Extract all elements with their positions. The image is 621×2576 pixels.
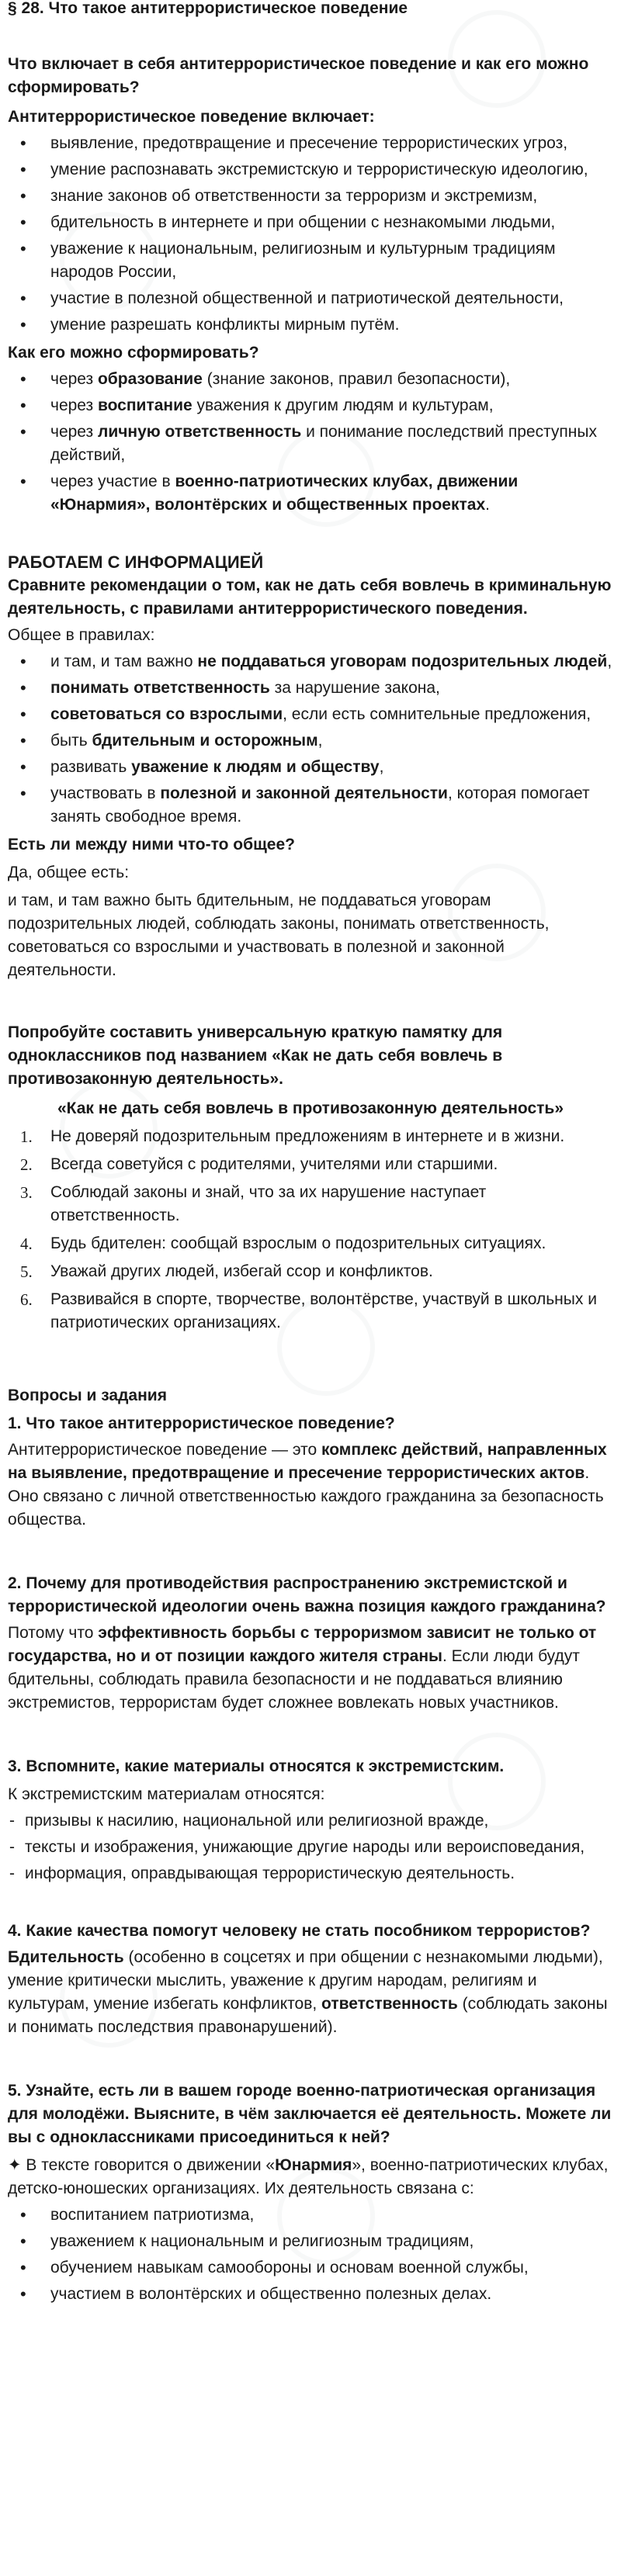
list-item: • через образование (знание законов, правил безопасности),	[8, 368, 613, 391]
common-label: Общее в правилах:	[8, 626, 155, 644]
question-1: 1. Что такое антитеррористическое поведение?	[8, 1414, 395, 1432]
answer-5-list	[8, 2204, 613, 2306]
questions-heading: Вопросы и задания	[8, 1387, 167, 1404]
answer-1: Антитеррористическое поведение — это комплекс действий, направленных на выявление, предотвращение и пресечение террористических актов. Оно связано с личной ответственностью каждого гражданина за безопасность общества.	[8, 1441, 607, 1529]
question-4: 4. Какие качества помогут человеку не стать пособником террористов?	[8, 1922, 591, 1940]
page-title: § 28. Что такое антитеррористическое поведение	[8, 0, 408, 17]
answer-5: ✦ В тексте говорится о движении «Юнармия», военно-патриотических клубах, детско-юношеских организациях. Их деятельность связана с:	[8, 2156, 609, 2197]
answer-3-list	[8, 1809, 613, 1885]
list-item: • выявление, предотвращение и пресечение террористических угроз,	[8, 132, 613, 155]
list-item: • умение распознавать экстремистскую и террористическую идеологию,	[8, 158, 613, 182]
form-list	[8, 368, 613, 517]
list-item: • воспитанием патриотизма,	[8, 2204, 613, 2227]
list-item: • быть бдительным и осторожным,	[8, 729, 613, 753]
form-label: Как его можно сформировать?	[8, 344, 259, 362]
memo-list	[8, 1125, 613, 1335]
memo-item: 5. Уважай других людей, избегай ссор и конфликтов.	[20, 1262, 433, 1281]
question-2: 2. Почему для противодействия распространению экстремистской и террористической идеологии очень важна позиция каждого гражданина?	[8, 1574, 606, 1615]
list-item: • участием в волонтёрских и общественно полезных делах.	[8, 2283, 613, 2306]
includes-label: Антитеррористическое поведение включает:	[8, 108, 375, 126]
info-heading: РАБОТАЕМ С ИНФОРМАЦИЕЙ	[8, 552, 264, 572]
list-item: • уважение к национальным, религиозным и культурным традициям народов России,	[8, 237, 613, 284]
list-item: • через воспитание уважения к другим людям и культурам,	[8, 394, 613, 417]
list-item: • участие в полезной общественной и патриотической деятельности,	[8, 287, 613, 310]
answer-2: Потому что эффективность борьбы с терроризмом зависит не только от государства, но и от позиции каждого жителя страны. Если люди будут бдительны, соблюдать правила безопасности и не поддаваться влиянию экстремистов, террористам будет сложнее вовлекать новых участников.	[8, 1624, 597, 1712]
common-list	[8, 650, 613, 829]
info-task: Сравните рекомендации о том, как не дать себя вовлечь в криминальную деятельность, с правилами антитеррористического поведения.	[8, 576, 612, 618]
list-item: - информация, оправдывающая террористическую деятельность.	[8, 1862, 613, 1885]
memo-item: 4. Будь бдителен: сообщай взрослым о подозрительных ситуациях.	[20, 1234, 546, 1253]
list-item: - призывы к насилию, национальной или религиозной вражде,	[8, 1809, 613, 1833]
list-item: • бдительность в интернете и при общении с незнакомыми людьми,	[8, 211, 613, 234]
includes-list	[8, 132, 613, 337]
memo-item: 2. Всегда советуйся с родителями, учителями или старшими.	[20, 1155, 498, 1174]
list-item: - тексты и изображения, унижающие другие народы или вероисповедания,	[8, 1836, 613, 1859]
memo-item: 3. Соблюдай законы и знай, что за их нарушение наступает ответственность.	[20, 1183, 487, 1224]
info-answer: и там, и там важно быть бдительным, не поддаваться уговорам подозрительных людей, соблюдать законы, понимать ответственность, советоваться со взрослыми и участвовать в полезной и законной деятельности.	[8, 892, 550, 979]
question-5: 5. Узнайте, есть ли в вашем городе военно-патриотическая организация для молодёжи. Выясните, в чём заключается её деятельность. Можете ли вы с одноклассниками присоединиться к ней?	[8, 2082, 612, 2146]
list-item: • участвовать в полезной и законной деятельности, которая помогает занять свободное время.	[8, 782, 613, 829]
info-question: Есть ли между ними что-то общее?	[8, 836, 295, 853]
answer-4: Бдительность (особенно в соцсетях и при общении с незнакомыми людьми), умение критически мыслить, уважение к другим народам, религиям и культурам, умение избегать конфликтов, ответственность (соблюдать законы и понимать последствия правонарушений).	[8, 1948, 608, 2036]
list-item: • понимать ответственность за нарушение закона,	[8, 677, 613, 700]
list-item: • и там, и там важно не поддаваться уговорам подозрительных людей,	[8, 650, 613, 673]
memo-item: 1. Не доверяй подозрительным предложениям в интернете и в жизни.	[20, 1127, 565, 1146]
memo-title: «Как не дать себя вовлечь в противозаконную деятельность»	[57, 1099, 564, 1117]
list-item: • через участие в военно-патриотических клубах, движении «Юнармия», волонтёрских и общественных проектах.	[8, 470, 613, 517]
memo-item: 6. Развивайся в спорте, творчестве, волонтёрстве, участвуй в школьных и патриотических организациях.	[20, 1290, 597, 1331]
list-item: • обучением навыкам самообороны и основам военной службы,	[8, 2256, 613, 2280]
memo-task: Попробуйте составить универсальную краткую памятку для одноклассников под названием «Как не дать себя вовлечь в противозаконную деятельность».	[8, 1023, 503, 1088]
list-item: • знание законов об ответственности за терроризм и экстремизм,	[8, 185, 613, 208]
list-item: • развивать уважение к людям и обществу,	[8, 756, 613, 779]
list-item: • через личную ответственность и понимание последствий преступных действий,	[8, 421, 613, 467]
intro-question: Что включает в себя антитеррористическое поведение и как его можно сформировать?	[8, 55, 589, 96]
list-item: • уважением к национальным и религиозным традициям,	[8, 2230, 613, 2253]
info-answer-lead: Да, общее есть:	[8, 864, 130, 881]
list-item: • советоваться со взрослыми, если есть сомнительные предложения,	[8, 703, 613, 726]
answer-3-label: К экстремистским материалам относятся:	[8, 1785, 325, 1803]
question-3: 3. Вспомните, какие материалы относятся к экстремистским.	[8, 1757, 505, 1775]
list-item: • умение разрешать конфликты мирным путём.	[8, 313, 613, 337]
